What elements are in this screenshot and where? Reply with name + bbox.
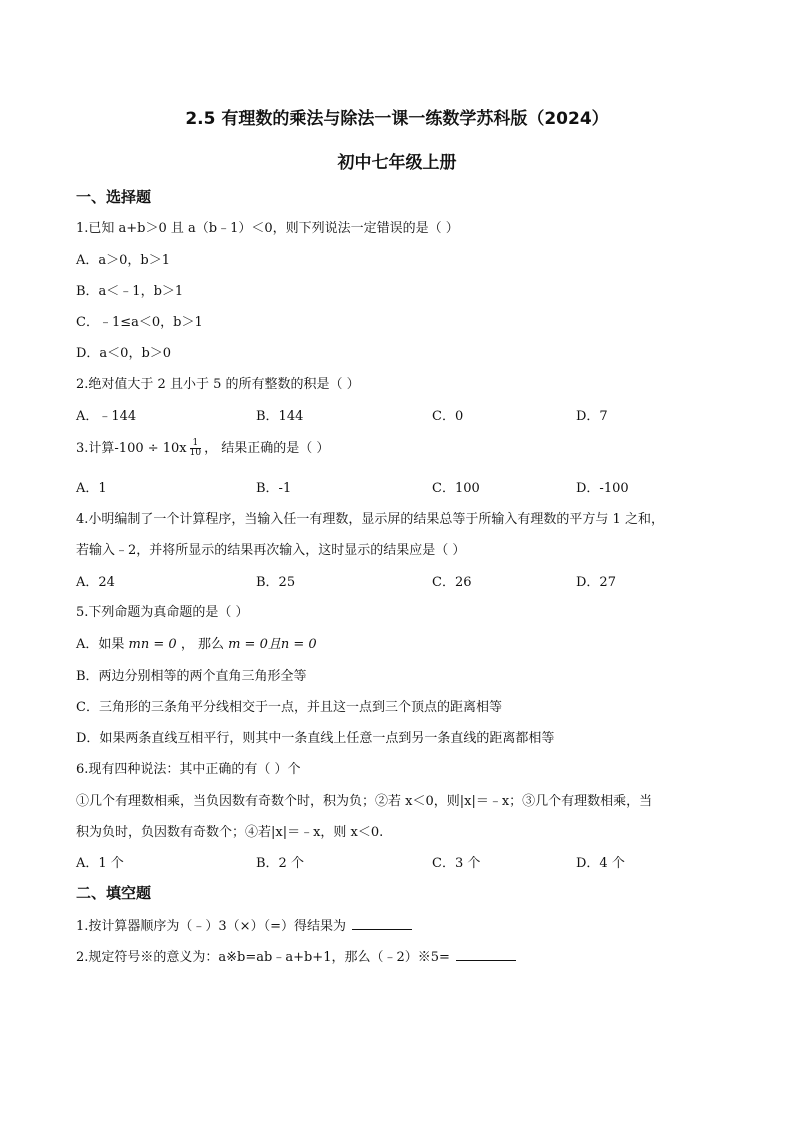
document-title: 2.5 有理数的乘法与除法一课一练数学苏科版（2024） — [185, 109, 609, 129]
fill-q2 — [76, 946, 516, 965]
q2-option-a: A．﹣144 — [76, 409, 137, 424]
q3-stem — [76, 437, 329, 458]
fraction — [190, 439, 201, 458]
q3-option-c: C．100 — [432, 481, 480, 496]
answer-blank[interactable] — [456, 948, 516, 961]
q6-option-d: D．4 个 — [576, 856, 625, 871]
section-heading-choice: 一、选择题 — [76, 188, 152, 206]
q3-option-a: A．1 — [76, 481, 107, 496]
q4-line1: 4.小明编制了一个计算程序，当输入任一有理数，显示屏的结果总等于所输入有理数的平方与 1 之和， — [76, 512, 664, 527]
q4-option-a: A．24 — [76, 575, 115, 590]
q6-option-c: C．3 个 — [432, 856, 481, 871]
fill-q2-text: 2.规定符号※的意义为：a※b=ab﹣a+b+1，那么（﹣2）※5= — [76, 950, 450, 965]
q5-math-conclusion: m = 0且n = 0 — [228, 637, 317, 652]
q5-stem: 5.下列命题为真命题的是（ ） — [76, 605, 249, 620]
q2-options — [76, 405, 736, 425]
q4-options — [76, 571, 736, 591]
fill-q1-text: 1.按计算器顺序为（﹣）3（×）（=）得结果为 — [76, 919, 346, 934]
q2-option-c: C．0 — [432, 409, 464, 424]
q6-statements-line2: 积为负时，负因数有奇数个；④若|x|＝﹣x，则 x＜0. — [76, 825, 384, 840]
q5-option-d: D．如果两条直线互相平行，则其中一条直线上任意一点到另一条直线的距离都相等 — [76, 731, 555, 746]
q4-line2: 若输入﹣2，并将所显示的结果再次输入，这时显示的结果应是（ ） — [76, 543, 466, 558]
answer-blank[interactable] — [352, 917, 412, 930]
q6-statements-line1: ①几个有理数相乘，当负因数有奇数个时，积为负；②若 x＜0，则|x|＝﹣x；③几个有理数相乘，当 — [76, 794, 653, 809]
q6-option-b: B．2 个 — [256, 856, 304, 871]
q2-option-d: D．7 — [576, 409, 608, 424]
q3-stem-pre: 3.计算-100 ÷ 10x — [76, 441, 187, 456]
document-subtitle: 初中七年级上册 — [337, 153, 457, 173]
q1-option-c: C．﹣1≤a＜0，b＞1 — [76, 315, 203, 330]
q5-option-b: B．两边分别相等的两个直角三角形全等 — [76, 669, 307, 684]
section-heading-fill: 二、填空题 — [76, 884, 152, 902]
q3-stem-post: ， 结果正确的是（ ） — [204, 441, 330, 456]
q4-option-b: B．25 — [256, 575, 296, 590]
q5-option-a-pre: A．如果 — [76, 637, 125, 652]
q3-option-d: D．-100 — [576, 481, 629, 496]
q1-option-b: B．a＜﹣1，b＞1 — [76, 284, 184, 299]
q6-stem: 6.现有四种说法：其中正确的有（ ）个 — [76, 762, 301, 777]
q4-option-d: D．27 — [576, 575, 616, 590]
q2-option-b: B．144 — [256, 409, 304, 424]
q5-option-c: C．三角形的三条角平分线相交于一点，并且这一点到三个顶点的距离相等 — [76, 700, 502, 715]
q6-option-a: A．1 个 — [76, 856, 124, 871]
q1-stem: 1.已知 a+b＞0 且 a（b﹣1）＜0，则下列说法一定错误的是（ ） — [76, 221, 459, 236]
fraction-numerator: 1 — [190, 439, 201, 449]
q2-stem: 2.绝对值大于 2 且小于 5 的所有整数的积是（ ） — [76, 377, 360, 392]
q3-option-b: B．-1 — [256, 481, 292, 496]
q4-option-c: C．26 — [432, 575, 472, 590]
fraction-denominator: 10 — [189, 448, 202, 458]
q5-math-condition: mn = 0 — [128, 637, 177, 652]
q3-options — [76, 477, 736, 497]
q1-option-a: A．a＞0，b＞1 — [76, 253, 171, 268]
q6-options — [76, 852, 736, 872]
q5-option-a — [76, 633, 317, 652]
fill-q1 — [76, 915, 412, 934]
q1-option-d: D．a＜0，b＞0 — [76, 346, 172, 361]
q5-option-a-mid: ， 那么 — [180, 637, 224, 652]
